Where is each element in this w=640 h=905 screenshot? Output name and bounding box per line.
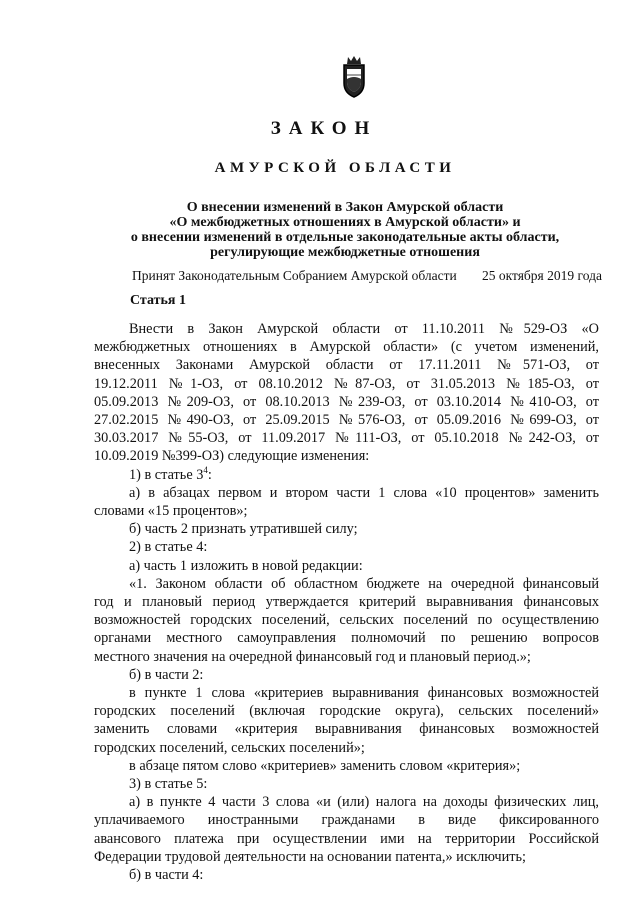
body-line: 27.02.2015 №490-ОЗ, от 25.09.2015 №576-ОЗ, от 05.09.2016 №699-ОЗ, от: [94, 412, 599, 429]
list-item: 3) в статье 5:: [129, 776, 208, 793]
list-item: б) в части 4:: [129, 867, 204, 884]
article-body: [94, 320, 599, 884]
quote-line: возможностей городских поселений, сельских поселений по осуществлению: [94, 612, 599, 629]
document-type-title: ЗАКОН: [270, 118, 378, 139]
heading-line: регулирующие межбюджетные отношения: [210, 245, 480, 260]
region-title: АМУРСКОЙ ОБЛАСТИ: [214, 160, 456, 176]
body-line: 10.09.2019 №399-ОЗ) следующие изменения:: [94, 448, 370, 465]
list-item: 2) в статье 4:: [129, 539, 208, 556]
quote-line: год и плановый период утверждается критерий выравнивания финансовых: [94, 594, 599, 611]
body-line: городских поселений (включая городские округа), сельских поселений»: [94, 703, 599, 720]
body-line: 19.12.2011 №1-ОЗ, от 08.10.2012 №87-ОЗ, от 31.05.2013 №185-ОЗ, от: [94, 375, 599, 392]
superscript: 4: [203, 464, 208, 475]
article-title: Статья 1: [130, 293, 186, 308]
quote-line: «1. Законом области об областном бюджете на очередной финансовый: [129, 575, 599, 592]
body-line: уплачиваемого иностранными гражданами в виде фиксированного: [94, 812, 599, 829]
body-line: а) в абзацах первом и втором части 1 слова «10 процентов» заменить: [129, 484, 599, 501]
body-line: внесенных Законами Амурской области от 17.11.2011 №571-ОЗ, от: [94, 357, 599, 374]
body-line: в абзаце пятом слово «критериев» заменить словом «критерия»;: [129, 757, 521, 774]
item-text: 1) в статье 3: [129, 466, 204, 483]
body-line: 05.09.2013 №209-ОЗ, от 08.10.2013 №239-ОЗ, от 03.10.2014 №410-ОЗ, от: [94, 393, 599, 410]
body-line: а) в пункте 4 части 3 слова «и (или) налога на доходы физических лиц,: [129, 794, 599, 811]
body-line: Внести в Закон Амурской области от 11.10.2011 №529-ОЗ «О: [129, 321, 599, 337]
heading-line: О внесении изменений в Закон Амурской области: [186, 200, 504, 215]
heading-line: о внесении изменений в отдельные законодательные акты области,: [130, 230, 560, 245]
body-line: словами «15 процентов»;: [94, 503, 248, 520]
item-text: :: [207, 466, 212, 483]
law-heading: [100, 200, 590, 260]
body-line: заменить словами «критерия выравнивания финансовых возможностей: [94, 721, 599, 738]
body-line: 30.03.2017 №55-ОЗ, от 11.09.2017 №111-ОЗ, от 05.10.2018 №242-ОЗ, от: [94, 430, 599, 447]
adoption-statement: Принят Законодательным Собранием Амурской области: [132, 268, 457, 283]
list-item: б) в части 2:: [129, 666, 204, 683]
list-item: а) часть 1 изложить в новой редакции:: [129, 557, 363, 574]
body-line: в пункте 1 слова «критериев выравнивания финансовых возможностей: [129, 685, 599, 702]
body-line: межбюджетных отношениях в Амурской области» (с учетом изменений,: [94, 339, 599, 356]
body-line: городских поселений, сельских поселений»;: [94, 739, 365, 756]
quote-line: местного значения на очередной финансовый год и плановый период.»;: [94, 648, 531, 665]
list-item: б) часть 2 признать утратившей силу;: [129, 521, 358, 538]
coat-of-arms-icon: [336, 55, 372, 99]
quote-line: органами местного самоуправления полномочий по решению вопросов: [94, 630, 599, 647]
body-line: авансового платежа при осуществлении ими на территории Российской: [94, 830, 599, 847]
list-item: [94, 466, 599, 484]
heading-line: «О межбюджетных отношениях в Амурской области» и: [169, 215, 521, 230]
adoption-date: 25 октября 2019 года: [482, 268, 602, 283]
body-line: Федерации трудовой деятельности на основании патента,» исключить;: [94, 848, 526, 865]
